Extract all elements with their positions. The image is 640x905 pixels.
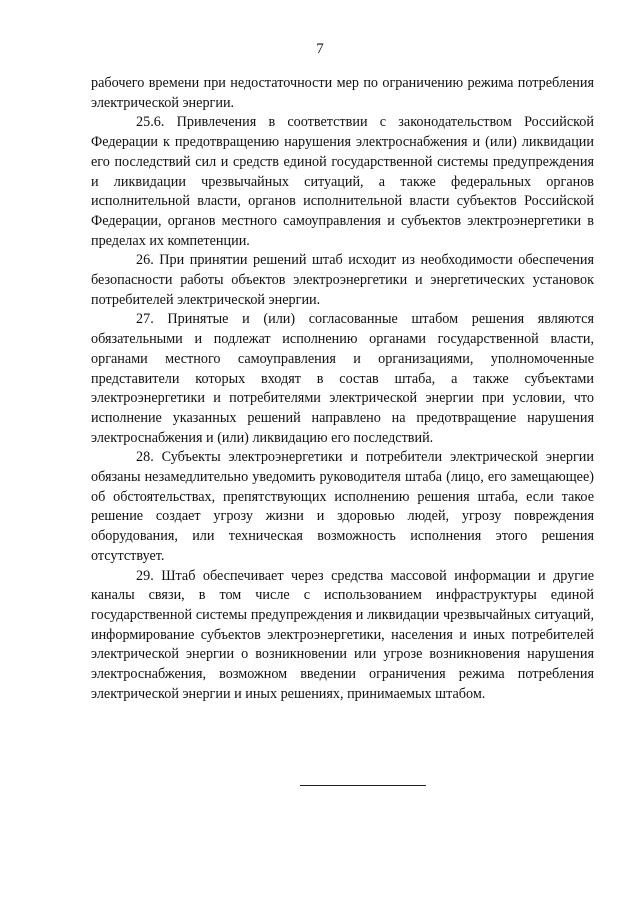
paragraph-29: 29. Штаб обеспечивает через средства массовой информации и другие каналы связи, в том числе с использованием инфраструктуры единой государственной системы предупреждения и ликвидации чрезвычайных ситуаций, информирование субъектов электроэнергетики, населения и иных потребителей электрической энергии о возникновении или угрозе возникновения нарушения электроснабжения, возможном введении ограничения режима потребления электрической энергии и иных решениях, принимаемых штабом. [91,567,594,702]
end-of-text-divider [300,785,426,786]
paragraph-26: 26. При принятии решений штаб исходит из необходимости обеспечения безопасности работы объектов электроэнергетики и энергетических установок потребителей электрической энергии. [91,252,594,308]
paragraph-27: 27. Принятые и (или) согласованные штабом решения являются обязательными и подлежат исполнению органами государственной власти, органами местного самоуправления и организациями, уполномоченные представители которых входят в состав штаба, а также субъектами электроэнергетики и потребителями электрической энергии при условии, что исполнение указанных решений направлено на предотвращение нарушения электроснабжения и (или) ликвидацию его последствий. [91,311,594,446]
paragraph-25-6: 25.6. Привлечения в соответствии с законодательством Российской Федерации к предотвращению нарушения электроснабжения и (или) ликвидации его последствий сил и средств единой государственной системы предупреждения и ликвидации чрезвычайных ситуаций, а также федеральных органов исполнительной власти, органов исполнительной власти субъектов Российской Федерации, органов местного самоуправления и субъектов электроэнергетики в пределах их компетенции. [91,114,594,249]
document-body [91,74,594,705]
paragraph-continuation: рабочего времени при недостаточности мер по ограничению режима потребления электрической энергии. [91,75,594,111]
page-number: 7 [316,41,324,57]
paragraph-28: 28. Субъекты электроэнергетики и потребители электрической энергии обязаны незамедлительно уведомить руководителя штаба (лицо, его замещающее) об обстоятельствах, препятствующих исполнению решения штаба, если такое решение создает угрозу жизни и здоровью людей, угрозу повреждения оборудования, или техническая возможность исполнения этого решения отсутствует. [91,449,594,564]
